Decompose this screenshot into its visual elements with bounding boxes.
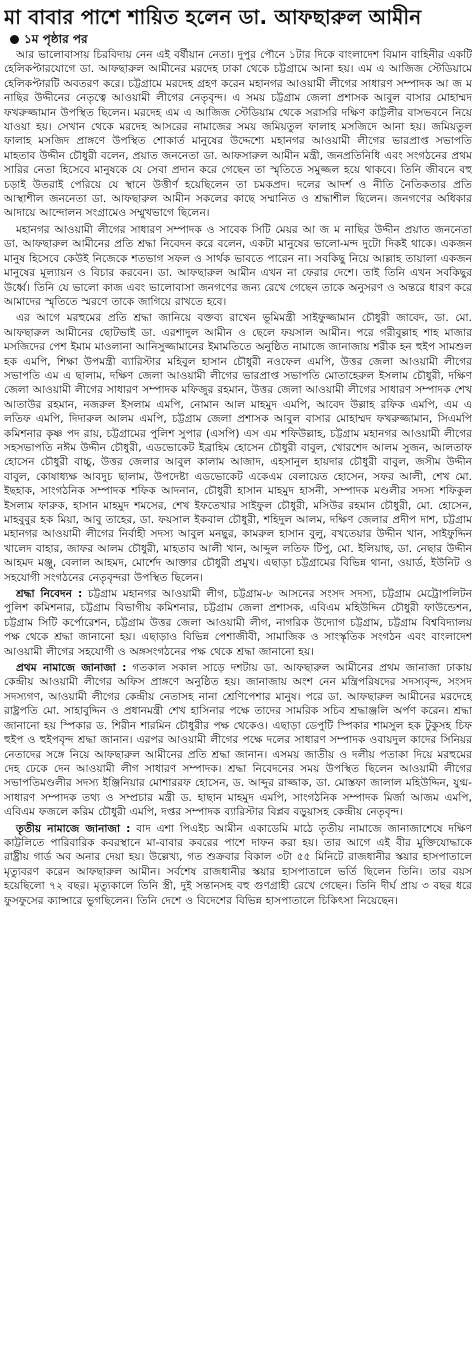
paragraph-text: আর ভালোবাসায় চিরবিদায় নেন এই বর্ষীয়ান নেতা। দুপুর পৌনে ১টার দিকে বাংলাদেশ বিমান বাহিনীর একটি হেলিকপ্টারযোগে ডা. আফছারুল আমীনের মরদেহ ঢাকা থেকে চট্টগ্রামে আনা হয়। এম এ আজিজ স্টেডিয়ামে হেলিকপ্টারটি অবতরণ করে। চট্টগ্রামে মরদেহ গ্রহণ করেন মহানগর আওয়ামী লীগের সাধারণ সম্পাদক আ জ ম নাছির উদ্দীনের নেতৃত্বে আওয়ামী লীগের নেতৃবৃন্দ। এ সময় চট্টগ্রাম জেলা প্রশাসক আবুল বাসার মোহাম্মদ ফখরুজ্জামান উপস্থিত ছিলেন। মরদেহ এম এ আজিজ স্টেডিয়াম থেকে সরাসরি দক্ষিণ কাট্টলীর বাসভবনে নিয়ে যাওয়া হয়। সেখান থেকে মরদেহ আসরের নামাজের সময় জমিয়তুল ফালাহ মসজিদে আনা হয়। জমিয়তুল ফালাহ মসজিদ প্রাঙ্গণে উপস্থিত শোকার্ত মানুষের উদ্দেশ্যে মহানগর আওয়ামী লীগের ভারপ্রাপ্ত সভাপতি মাহতাব উদ্দীন চৌধুরী বলেন, প্রয়াত জননেতা ডা. আফসারুল আমীন মন্ত্রী, জনপ্রতিনিধি এবং সংগঠনের প্রথম সারির নেতা হিসেবে মানুষকে যে সেবা প্রদান করে গেছেন তা স্মৃতিতে সমুজ্জল হয়ে থাকবে। তিনি জীবনে বহু চড়াই উতরাই পেরিয়ে যে স্থানে উত্তীর্ণ হয়েছিলেন তা চমকপ্রদ। দলের আদর্শ ও নীতি নৈতিকতার প্রতি আস্থাশীল জননেতা ডা. আফছারুল আমীন সকলের কাছে সম্মানিত ও শ্রদ্ধাশীল ছিলেন। জনগণের অধিকার আদায়ে আন্দোলন সংগ্রামেও সম্মুখভাগে ছিলেন।: [4, 49, 472, 220]
paragraph-text: এর আগে মরহুমের প্রতি শ্রদ্ধা জানিয়ে বক্তব্য রাখেন ভূমিমন্ত্রী সাইফুজ্জামান চৌধুরী জাবেদ, ডা. মো. আফছারুল আমীনের ছোটভাই ডা. এরশাদুল আমীন ও ছেলে ফয়সাল আমীন। পরে গরীবুল্লাহ শাহ মাজার মসজিদের পেশ ইমাম মাওলানা আনিসুজ্জামানের ইমামতিতে অনুষ্ঠিত নামাজে জানাজায় শরীক হন হুইপ সামশুল হক এমপি, শিক্ষা উপমন্ত্রী ব্যারিস্টার মহিবুল হাসান চৌধুরী নওফেল এমপি, উত্তর জেলা আওয়ামী লীগের সভাপতি এম এ ছালাম, দক্ষিণ জেলা আওয়ামী লীগের ভারপ্রাপ্ত সভাপতি মোতাহেরুল ইসলাম চৌধুরী, দক্ষিণ জেলা আওয়ামী লীগের সাধারণ সম্পাদক মফিজুর রহমান, উত্তর জেলা আওয়ামী লীগের সাধারণ সম্পাদক শেখ আতাউর রহমান, নজরুল ইসলাম এমপি, নোমান আল মাহমুদ এমপি, আবেদ উল্লাহ রফিক এমপি, এম এ লতিফ এমপি, দিদারুল আলম এমপি, চট্টগ্রাম জেলা প্রশাসক আবুল বাসার মোহাম্মদ ফখরুজ্জামান, সিএমপি কমিশনার কৃষ্ণ পদ রায়, চট্টগ্রামের পুলিশ সুপার (এসপি) এস এম শফিউল্লাহ, চট্টগ্রাম মহানগর আওয়ামী লীগের সহসভাপতি নঈম উদ্দীন চৌধুরী, এডভোকেট ইব্রাহিম হোসেন চৌধুরী বাবুল, খোরশেদ আলম সুজন, আলতাফ হোসেন চৌধুরী বাচ্চু, উত্তর জেলার আবুল কালাম আজাদ, এহসানুল হায়দার চৌধুরী বাবুল, জসীম উদ্দীন বাবুল, কোষাধ্যক্ষ আবদুচ ছালাম, উপদেষ্টা এডভোকেট একেএম বেলায়েত হোসেন, সফর আলী, শেখ মো. ইছহাক, সাংগঠনিক সম্পাদক শফিক আদনান, চৌধুরী হাসান মাহমুদ হাসনী, সম্পাদক মণ্ডলীর সদস্য শফিকুল ইসলাম ফারুক, হাসান মাহমুদ শমসের, শেখ ইফতেখার সাইফুল চৌধুরী, মসিউর রহমান চৌধুরী, মো. হোসেন, মাহবুবুর হক মিয়া, আবু তাহের, ডা. ফয়সাল ইকবাল চৌধুরী, শহিদুল আলম, দক্ষিণ জেলার প্রদীপ দাশ, চট্টগ্রাম মহানগর আওয়ামী লীগের নির্বাহী সদস্য আবুল মনছুর, কামরুল হাসান বুলু, বখতেয়ার উদ্দীন খান, সাইফুদ্দিন খালেদ বাহার, জাফর আলম চৌধুরী, মাহতাব আলী খান, আব্দুল লতিফ টিপু, মো. ইলিয়াছ, ডা. নেছার উদ্দীন আহমদ মঞ্জু, বেলাল আহমদ, মোর্শেদ আক্তার চৌধুরী প্রমুখ। এছাড়া চট্টগ্রামের বিভিন্ন থানা, ওয়ার্ড, ইউনিট ও সহযোগী সংগঠনের নেতৃবৃন্দরা উপস্থিত ছিলেন।: [4, 312, 472, 584]
paragraph: [4, 587, 472, 659]
paragraph: [4, 311, 472, 585]
paragraph-text: গতকাল সকাল সাড়ে দশটায় ডা. আফছারুল আমীনের প্রথম জানাজা ঢাকায় কেন্দ্রীয় আওয়ামী লীগের অফিস প্রাঙ্গণে অনুষ্ঠিত হয়। জানাজায় অংশ নেন মন্ত্রিপরিষদের সদস্যবৃন্দ, সংসদ সদস্যগণ, আওয়ামী লীগের কেন্দ্রীয় নেতাসহ নানা শ্রেণিপেশার মানুষ। পরে ডা. আফছারুল আমীনের মরদেহে রাষ্ট্রপতি মো. সাহাবুদ্দিন ও প্রধানমন্ত্রী শেখ হাসিনার পক্ষে তাদের সামরিক সচিব শ্রদ্ধাঞ্জলি অর্পণ করেন। শ্রদ্ধা জানানো হয় স্পিকার ড. শিরীন শারমিন চৌধুরীর পক্ষ থেকেও। এছাড়া ডেপুটি স্পিকার শামসুল হক টুকুসহ চিফ হুইপ ও হুইপবৃন্দ শ্রদ্ধা জানান। এরপর আওয়ামী লীগের পক্ষে দলের সাধারণ সম্পাদক ওবায়দুল কাদের সিনিয়র নেতাদের সঙ্গে নিয়ে আফছারুল আমীনের প্রতি শ্রদ্ধা জানান। এসময় জাতীয় ও দলীয় পতাকা দিয়ে মরহুমের দেহ ঢেকে দেন আওয়ামী লীগ সাধারণ সম্পাদক। শ্রদ্ধা নিবেদনের সময় উপস্থিত ছিলেন আওয়ামী লীগের সভাপতিমণ্ডলীর সদস্য ইঞ্জিনিয়ার মোশাররফ হোসেন, ড. আব্দুর রাজ্জাক, ডা. মোস্তফা জালাল মহিউদ্দিন, যুগ্ম-সাধারণ সম্পাদক তথ্য ও সম্প্রচার মন্ত্রী ড. হাছান মাহমুদ এমপি, সাংগঠনিক সম্পাদক মির্জা আজম এমপি, এবিএম ফজলে করিম চৌধুরী এমপি, দপ্তর সম্পাদক ব্যারিস্টার বিপ্লব বড়ুয়াসহ কেন্দ্রীয় নেতৃবৃন্দ।: [4, 662, 472, 819]
continued-from-line: [10, 31, 472, 47]
paragraph-text: বাদ এশা পিএইচ আমীন একাডেমি মাঠে তৃতীয় নামাজে জানাজাশেষে দক্ষিণ কাট্টলিতে পারিবারিক কবরস্থানে মা-বাবার কবরের পাশে দাফন করা হয়। তার আগে এই বীর মুক্তিযোদ্ধাকে রাষ্ট্রীয় গার্ড অব অনার দেয়া হয়। উল্লেখ্য, গত শুক্রবার বিকাল ৩টা ৫৫ মিনিটে রাজধানীর স্কয়ার হাসপাতালে মৃত্যুবরণ করেন আফছারুল আমীন। সর্বশেষ রাজধানীর স্কয়ার হাসপাতালে ভর্তি ছিলেন তিনি। তার বয়স হয়েছিলো ৭২ বছর। মৃত্যুকালে তিনি স্ত্রী, দুই সন্তানসহ বহু গুণগ্রাহী রেখে গেছেন। তিনি দীর্ঘ প্রায় ৩ বছর ধরে ফুসফুসের ক্যান্সারে ভুগছিলেন। তিনি দেশে ও বিদেশের বিভিন্ন হাসপাতালে চিকিৎসা নিয়েছেন।: [4, 822, 472, 907]
continued-from-label: ১ম পৃষ্ঠার পর: [24, 32, 88, 46]
paragraph: [4, 48, 472, 221]
paragraph-lead: শ্রদ্ধা নিবেদন :: [16, 588, 83, 601]
paragraph-lead: তৃতীয় নামাজে জানাজা :: [16, 822, 131, 835]
paragraph: [4, 223, 472, 309]
paragraph: [4, 661, 472, 819]
article-body: [4, 48, 472, 908]
headline: মা বাবার পাশে শায়িত হলেন ডা. আফছারুল আমীন: [4, 5, 422, 29]
paragraph-text: চট্টগ্রাম মহানগর আওয়ামী লীগ, চট্টগ্রাম-৮ আসনের সংসদ সদস্য, চট্টগ্রাম মেট্রোপলিটন পুলিশ কমিশনার, চট্টগ্রাম বিভাগীয় কমিশনার, চট্টগ্রাম জেলা প্রশাসক, এবিএম মহিউদ্দিন চৌধুরী ফাউন্ডেশন, চট্টগ্রাম সিটি কর্পোরেশন, চট্টগ্রাম উত্তর জেলা আওয়ামী লীগ, নাগরিক উদ্যোগ চট্টগ্রাম, চট্টগ্রাম বিশ্ববিদ্যালয় পক্ষ থেকে শ্রদ্ধা জানানো হয়। এছাড়াও বিভিন্ন পেশাজীবী, সামাজিক ও সাংস্কৃতিক সংগঠন এবং বাংলাদেশ আওয়ামী লীগের সহযোগী ও অঙ্গসংগঠনের পক্ষ থেকে শ্রদ্ধা জানানো হয়।: [4, 588, 472, 658]
paragraph-lead: প্রথম নামাজে জানাজা :: [16, 662, 127, 675]
article-page: [4, 3, 472, 1353]
paragraph-text: মহানগর আওয়ামী লীগের সাধারণ সম্পাদক ও সাবেক সিটি মেয়র আ জ ম নাছির উদ্দীন প্রয়াত জননেতা ডা. আফছারুল আমীনের প্রতি শ্রদ্ধা নিবেদন করে বলেন, একটা মানুষের ভালো-মন্দ দুটো দিকই থাকে। একজন মানুষ হিসেবে কেউই নিজেকে শতভাগ সফল ও সার্থক ভাবতে পারেন না। সবকিছু নিয়ে আল্লাহ তায়ালা একজন মানুষের মূল্যায়ন ও বিচার করবেন। ডা. আফছারুল আমীন এখন না ফেরার দেশে। তাই তিনি এখন সবকিছুর উর্ধ্বে। তিনি যে ভালো কাজ এবং ভালোবাসা জনগণের জন্য রেখে গেছেন তাকে অনুসরণ ও অন্তরে ধারণ করে আমাদের স্মৃতিতে স্মরণে তাকে জাগিয়ে রাখতে হবে।: [4, 223, 472, 308]
bullet-icon: [10, 35, 19, 44]
paragraph: [4, 822, 472, 908]
